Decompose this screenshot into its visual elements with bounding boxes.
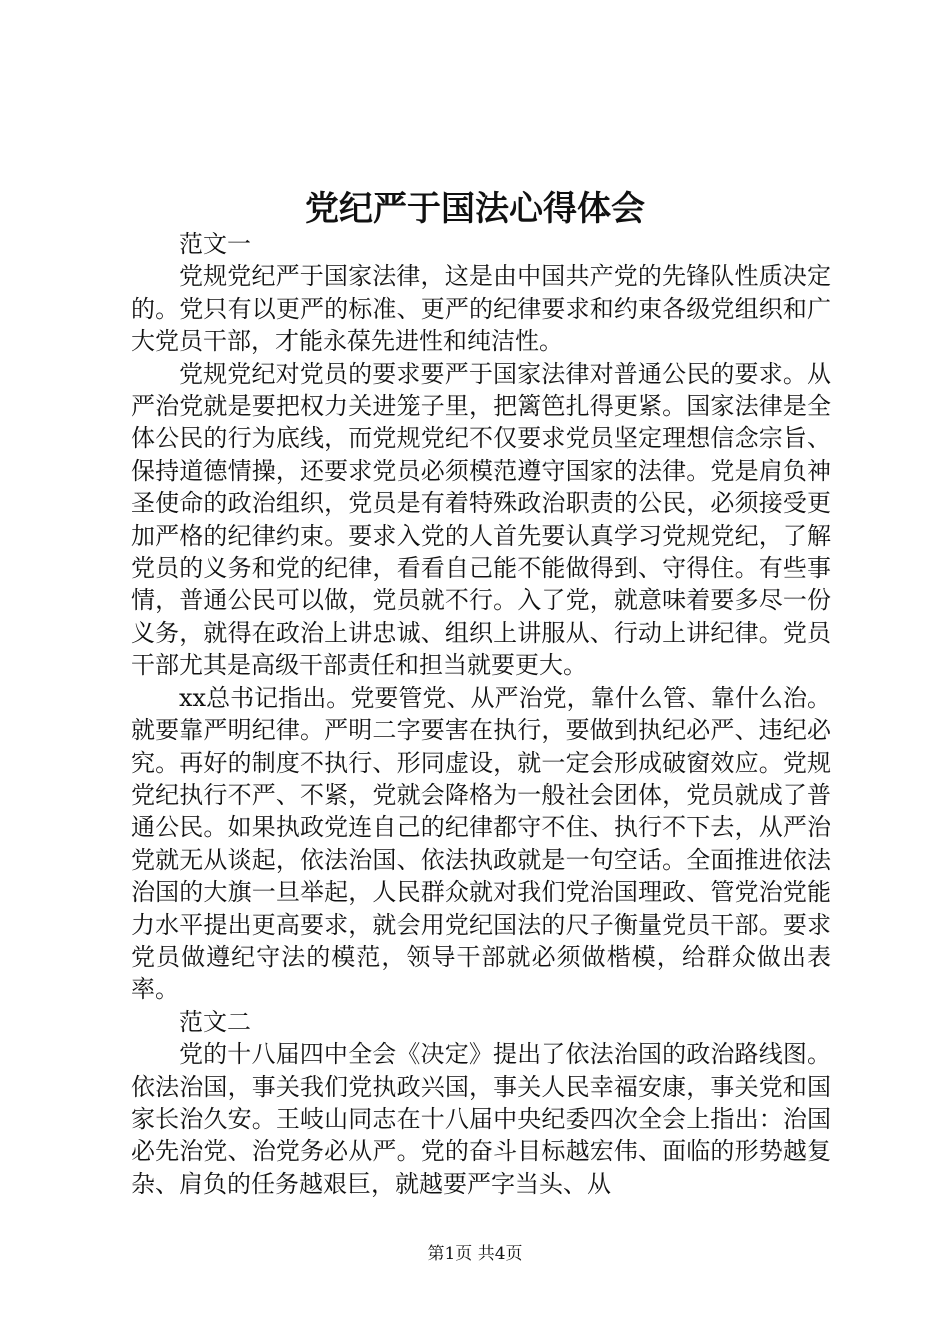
paragraph: xx总书记指出。党要管党、从严治党，靠什么管、靠什么治。就要靠严明纪律。严明二字要害在执行，要做到执纪必严、违纪必究。再好的制度不执行、形同虚设，就一定会形成破窗效应。党规党纪执行不严、不紧，党就会降格为一般社会团体，党员就成了普通公民。如果执政党连自己的纪律都守不住、执行不下去，从严治党就无从谈起，依法治国、依法执政就是一句空话。全面推进依法治国的大旗一旦举起，人民群众就对我们党治国理政、管党治党能力水平提出更高要求，就会用党纪国法的尺子衡量党员干部。要求党员做遵纪守法的模范，领导干部就必须做楷模，给群众做出表率。 [131,683,831,1004]
section-heading: 范文一 [179,230,251,258]
document-title: 党纪严于国法心得体会 [305,189,645,229]
paragraph: 党规党纪对党员的要求要严于国家法律对普通公民的要求。从严治党就是要把权力关进笼子里，把篱笆扎得更紧。国家法律是全体公民的行为底线，而党规党纪不仅要求党员坚定理想信念宗旨、保持道德情操，还要求党员必须模范遵守国家的法律。党是肩负神圣使命的政治组织，党员是有着特殊政治职责的公民，必须接受更加严格的纪律约束。要求入党的人首先要认真学习党规党纪，了解党员的义务和党的纪律，看看自己能不能做得到、守得住。有些事情，普通公民可以做，党员就不行。入了党，就意味着要多尽一份义务，就得在政治上讲忠诚、组织上讲服从、行动上讲纪律。党员干部尤其是高级干部责任和担当就要更大。 [131,359,831,680]
page-footer: 第1页 共4页 [427,1244,523,1264]
section-heading: 范文二 [179,1007,251,1036]
paragraph: 党的十八届四中全会《决定》提出了依法治国的政治路线图。依法治国，事关我们党执政兴国，事关人民幸福安康，事关党和国家长治久安。王岐山同志在十八届中央纪委四次全会上指出：治国必先治党、治党务必从严。党的奋斗目标越宏伟、面临的形势越复杂、肩负的任务越艰巨，就越要严字当头、从 [131,1040,831,1198]
paragraph: 党规党纪严于国家法律，这是由中国共产党的先锋队性质决定的。党只有以更严的标准、更严的纪律要求和约束各级党组织和广大党员干部，才能永葆先进性和纯洁性。 [131,262,831,356]
document-body [131,228,831,1200]
